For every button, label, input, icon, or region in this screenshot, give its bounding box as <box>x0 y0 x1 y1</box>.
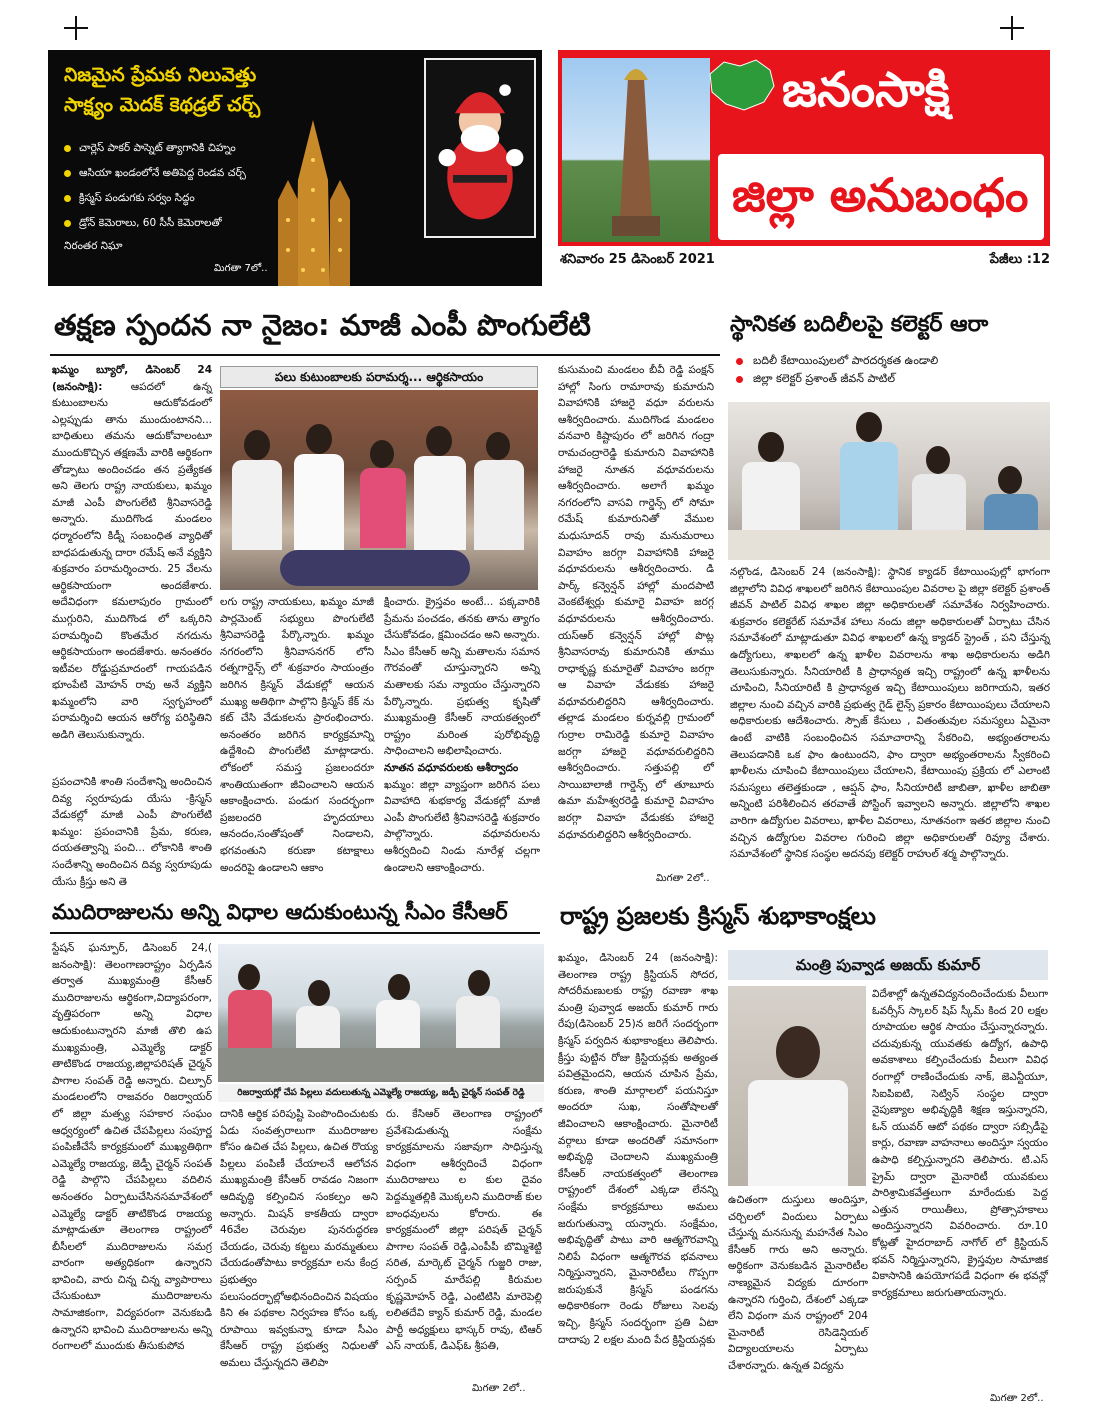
right-article-body: నల్గొండ, డిసెంబర్ 24 (జనంసాక్షి): స్థానిక క్యాడర్ కేటాయింపుల్లో భాగంగా జిల్లాలోని వివిధ శాఖలలో జరిగిన కేటాయింపుల వివరాల పై జిల్లా కలెక్టర్ ప్రశాంత్ జీవన్ పాటిల్ వివిధ శాఖల జిల్లా అధికారులతో సమావేశం నిర్వహించారు. శుక్రవారం కలెక్టరేట్ సమావేశ హాలు నందు జిల్లా అధికారులతో ఏర్పాటు చేసిన సమావేశంలో మాట్లాడుతూ వివిధ శాఖలలో ఉన్న క్యాడర్ స్ట్రెంత్ , పని చేస్తున్న ఉద్యోగులు, శాఖలలో ఉన్న ఖాళీల వివరాలను శాఖ అధికారులను అడిగి తెలుసుకున్నారు. సీనియారిటీ కి ప్రాధాన్యత ఇచ్చి రాష్ట్రంలో ఉన్న ఖాళీలను చూపించి, సీనియారిటీ కి ప్రాధాన్యత ఇచ్చి కేటాయింపులు జరిగాయని, ఇతర జిల్లాల నుంచి వచ్చిన వారికి ప్రభుత్వ గైడ్ లైన్స్ ప్రకారం కేటాయింపులు చేయాలని అధికారులకు ఆదేశించారు. స్పౌజ్ కేసులు , వితంతువుల సమస్యలు ఏమైనా ఉంటే వాటికి సంబంధించిన సమాచారాన్ని సేకరించి, అభ్యంతరాలను తెలుపడానికి ఒక ఫాం ఉంటుందని, ఫాం ద్వారా అభ్యంతరాలను స్వీకరించి ఖాళీలను చూపించి కేటాయింపులు చేయాలని, కేటాయింపు ప్రక్రియ లో ఎలాంటి సమస్యలు తలెత్తకుండా , ఆప్షన్ ఫాం, సీనియారిటీ జాబితా, ఖాళీల జాబితా అన్నింటి పరిశీలించిన తరవాతే పోస్టింగ్ ఇవ్వాలని అన్నారు. జిల్లాలోని శాఖల వారిగా ఉద్యోగుల వివరాలు, ఖాళీల వివరాలు, నూతనంగా ఇతర జిల్లాల నుంచి వచ్చిన ఉద్యోగుల వివరాల గురించి జిల్లా అధికారులతో రివ్యూ చేశారు. సమావేశంలో స్థానిక సంస్థల అదనపు కలెక్టర్ రాహుల్ శర్మ పాల్గొన్నారు. <box>730 566 1050 861</box>
registration-mark-left <box>64 16 88 40</box>
statue-photo <box>562 58 710 242</box>
main-article-col1: ఖమ్మం బ్యూరో, డిసెంబర్ 24 (జనంసాక్షి): ఆపదలో ఉన్న కుటుంబాలను ఆదుకోవడంలో ఎల్లప్పుడు తాను ముందుంటానని... బాధితులు తమను ఆదుకోవాలంటూ ముందుకొచ్చిన తక్షణమే వారికి ఆర్థికంగా తోడ్పాటు అందించడం తన ప్రత్యేకత అని తెలగు రాష్ట్ర నాయకులు, ఖమ్మం మాజీ ఎంపీ పొంగులేటి శ్రీనివాసరెడ్డి అన్నారు. ముదిగొండ మండలం ధర్మారంలోని కిడ్నీ సంబంధిత వ్యాధితో బాధపడుతున్న దారా రమేష్ అనే వ్యక్తిని శుక్రవారం పరామర్శించారు. 25 వేలను ఆర్థికసాయంగా అందజేశారు. అదేవిధంగా కమలాపురం గ్రామంలో ముగ్గురిని, ముదిగొండ లో ఒక్కరిని పరామర్శించి కొంతమేర నగదును ఆర్థికసాయంగా అందజేశారు. అనంతరం ఇటీవల రోడ్డుప్రమాదంలో గాయపడిన భూంపేటి మోహన్ రావు అనే వ్యక్తిని ఖమ్మంలోని వారి స్వగృహంలో పరామర్శించి ఆయన ఆరోగ్య పరిస్థితిని అడిగి తెలుసుకున్నారు. <box>52 364 212 742</box>
issue-date: శనివారం 25 డిసెంబర్ 2021 <box>560 252 715 267</box>
christmas-article-col2: విదేశాల్లో ఉన్నతవిద్యనందించేందుకు వీలుగా ఓవర్సీస్ స్కాలర్ షిప్ స్కీమ్ కింద 20 లక్షల రూపాయల ఆర్థిక సాయం చేస్తున్నారన్నారు. చదువుకున్న యువతకు ఉద్యోగ, ఉపాధి అవకాశాలు కల్పించేందుకు వీలుగా వివిధ రంగాల్లో రాణించేందుకు నాక్, జెఎన్టీయూ, సిఐపిఐటి, సెట్విన్ సంస్థల ద్వారా నైపుణ్యాల అభివృద్ధికి శిక్షణ ఇస్తున్నారని, ఓన్ యువర్ ఆటో పథకం ద్వారా సబ్సిడీపై కార్లు, రవాణా వాహనాలు అందిస్తూ స్వయం ఉపాధి కల్పిస్తున్నారని తెలిపారు. టి.ఎస్ ప్రైమ్ ద్వారా మైనారిటీ యువకులు పారిశ్రామికవేత్తలుగా మారేందుకు పెద్ద ఎత్తున రాయితీలు, ప్రోత్సాహకాలు అందిస్తున్నారని వివరించారు. రూ.10 కోట్లతో హైదరాబాద్ నాగోల్ లో క్రిస్టియన్ భవన్ నిర్మిస్తున్నారని, క్రైస్తవుల సామాజిక వికాసానికి ఉపయోగపడే విధంగా ఈ భవన్లో కార్యక్రమాలు జరుగుతాయన్నారు. <box>872 988 1048 1299</box>
headline-rule <box>50 932 540 934</box>
promo-box <box>48 50 542 286</box>
right-headline: స్థానికత బదిలీలపై కలెక్టర్ ఆరా <box>730 312 989 337</box>
bullet-icon <box>64 220 71 227</box>
promo-bullet-continuation: నిరంతర నిఘా <box>64 240 123 252</box>
kcr-headline: ముదిరాజులను అన్ని విధాల ఆదుకుంటున్న సీఎం కేసీఆర్ <box>52 900 508 924</box>
promo-continued-note: మిగతా 7లో.. <box>214 263 268 274</box>
promo-bullet: క్రిస్మస్ పండుగకు సర్వం సిద్ధం <box>64 192 246 207</box>
kcr-continued-note: మిగతా 2లో.. <box>472 1383 526 1394</box>
christmas-article-col1: ఖమ్మం, డిసెంబర్ 24 (జనంసాక్షి): తెలంగాణ రాష్ట్ర క్రిస్టియన్ సోదర, సోదరీమణులకు రాష్ట్ర రవాణా శాఖ మంత్రి పువ్వాడ అజయ్ కుమార్ గారు రేపు(డిసెంబర్ 25)న జరిగే సందర్భంగా క్రిస్మస్ పర్వదిన శుభాకాంక్షలు తెలిపారు. క్రీస్తు పుట్టిన రోజు క్రిస్టియన్లకు అత్యంత పవిత్రమైందని, ఆయన చూపిన ప్రేమ, కరుణ, శాంతి మార్గాలలో పయనిస్తూ అందరూ సుఖ, సంతోషాలతో జీవించాలని ఆకాంక్షించారు. మైనారిటీ వర్గాలు కూడా అందరితో సమానంగా అభివృద్ధి చెందాలని ముఖ్యమంత్రి కేసీఆర్ నాయకత్వంలో తెలంగాణ రాష్ట్రంలో దేశంలో ఎక్కడా లేనన్ని సంక్షేమ కార్యక్రమాలు అమలు జరుగుతున్నా యన్నారు. సంక్షేమం, అభివృద్ధితో పాటు వారి ఆత్మగౌరవాన్ని నిలిపే విధంగా ఆత్మగౌరవ భవనాలు నిర్మిస్తున్నారని, మైనారిటీలు గొప్పగా జరుపుకునే క్రిస్మస్ పండగను అధికారికంగా రెండు రోజులు సెలవు ఇచ్చి, క్రిస్మస్ సందర్భంగా ప్రతి ఏటా దాదాపు 2 లక్షల మంది పేద క్రిస్టియన్లకు <box>558 952 718 1346</box>
dateline-bar <box>560 252 1050 270</box>
santa-photo <box>424 58 536 238</box>
page-count: పేజీలు :12 <box>989 252 1050 267</box>
cathedral-illustration <box>258 120 368 286</box>
promo-headline-2: సాక్ష్యం మెదక్ కెథడ్రల్ చర్చ్ <box>64 94 261 116</box>
promo-bullet: డ్రోన్ కెమెరాలు, 60 సీసీ కెమెరాలతో <box>64 217 246 232</box>
main-article-col1b: ప్రపంచానికి శాంతి సందేశాన్ని అందించిన దివ్య స్వరూపుడు యేసు -క్రిస్మస్ వేడుకల్లో మాజీ ఎంపీ పొంగులేటి ఖమ్మం: ప్రపంచానికి ప్రేమ, కరుణ, దయతత్వాన్ని పంచి... లోకానికి శాంతి సందేశాన్ని అందించిన దివ్య స్వరూపుడు యేసు క్రీస్తు అని తె <box>52 776 212 888</box>
statue-illustration <box>562 58 710 242</box>
right-bullet: జిల్లా కలెక్టర్ ప్రశాంత్ జీవన్ పాటిల్ <box>736 370 938 388</box>
main-dateline: ఖమ్మం బ్యూరో, డిసెంబర్ 24 (జనంసాక్షి): <box>52 364 212 393</box>
bullet-icon <box>64 145 71 152</box>
bullet-icon <box>64 170 71 177</box>
fish-release-photo <box>218 944 544 1082</box>
kcr-article-col1: స్టేషన్ ఘన్పూర్, డిసెంబర్ 24,( జనంసాక్షి): తెలంగాణరాష్ట్రం ఏర్పడిన తర్వాత ముఖ్యమంత్రి కేసీఆర్ ముదిరాజులను ఆర్థికంగా,విద్యాపరంగా, వృత్తిపరంగా అన్ని విధాల ఆదుకుంటున్నారని మాజీ తొలి ఉప ముఖ్యమంత్రి, ఎమ్మెల్యే డాక్టర్ తాటికొండ రాజయ్య,జిల్లాపరిషత్ చైర్మన్ పాగాల సంపత్ రెడ్డి అన్నారు. చిల్పూర్ మండలంలోని రాజవరం రిజర్వాయర్ లో జిల్లా మత్స్య సహకార సంఘం ఆధ్వర్యంలో ఉచిత చేపపిల్లలు సంపూర్ణ పంపిణీచేసే కార్యక్రమంలో ముఖ్యతిథిగా ఎమ్మెల్యే రాజయ్య, జెడ్పీ చైర్మన్ సంపత్ రెడ్డి పాల్గొని చేపపిల్లలు వదిలిన అనంతరం ఏర్పాటుచేసినసమావేశంలో ఎమ్మెల్యే డాక్టర్ తాటికొండ రాజయ్య మాట్లాడుతూ తెలంగాణ రాష్ట్రంలో బీసీలలో ముదిరాజులను సమగ్ర వారంగా అత్యధికంగా ఉన్నారని భావించి, వారు చిన్న చిన్న వ్యాపారాలు చేసుకుంటూ ముదిరాజులను సామాజికంగా, విద్యపరంగా వెనుకబడి ఉన్నారని భావించి ముదిరాజులను అన్ని రంగాలలో ముందుకు తీసుకుపోవ <box>52 942 212 1353</box>
main-article-photo <box>220 390 538 590</box>
christmas-headline: రాష్ట్ర ప్రజలకు క్రిస్మస్ శుభాకాంక్షలు <box>560 902 876 930</box>
main-headline: తక్షణ స్పందన నా నైజం: మాజీ ఎంపీ పొంగులేటి <box>54 308 591 342</box>
christmas-continued-note: మిగతా 2లో.. <box>990 1393 1044 1404</box>
bullet-icon <box>736 358 743 365</box>
main-article-col3: కుసుమంచి మండలం బీవీ రెడ్డి పంక్షన్ హాల్లో సింగు రామారావు కుమారుని వివాహానికి హాజరై వధూ వరులను ఆశీర్వదించారు. ముదిగొండ మండలం వనవారి కిష్టాపురం లో జరిగిన గంద్రా రామచంద్రారెడ్డి కుమారుని వివాహానికి హాజరై నూతన వధూవరులను ఆశీర్వదించారు. అలాగే ఖమ్మం నగరంలోని వాసవి గార్డెన్స్ లో సోమా రమేష్ కుమారునితో వేముల మధుసూదన్ రావు మనుమరాలు వివాహం జరగ్గా వివాహానికి హాజరై వధూవరులను ఆశీర్వదించారు. డి పార్క్ కన్వెన్షన్ హాల్లో మందపాటి వెంకటేశ్వర్లు కుమారై వివాహ జరగ్గ వధూవరులను ఆశీర్వదించారు. యస్ఆర్ కన్వెన్షన్ హాల్లో పొట్ల శ్రీనివాసరావు కుమారునికి తూము రాధాకృష్ణ కుమారైతో వివాహం జరగ్గా ఆ వివాహ వేడుకకు హాజరై వధూవరులిద్దరిని ఆశీర్వదించారు. తల్లాడ మండలం కుర్నవల్లి గ్రామంలో గుర్రాల రామిరెడ్డి కుమారై వివాహం జరగ్గా హాజరై వధూవరులిద్దరిని ఆశీర్వదించారు. సత్తుపల్లి లో సాయిబాలాజీ గార్డెన్స్ లో తూబూరు ఉమా మహేశ్వరరెడ్డి కుమారై వివాహం జరగ్గా వివాహ వేడుకకు హాజరై వధూవరులిద్దరిని ఆశీర్వదించారు. <box>558 364 714 841</box>
minister-name-banner: మంత్రి పువ్వాడ అజయ్ కుమార్ <box>728 950 1048 980</box>
bullet-icon <box>64 195 71 202</box>
right-bullet: బదిలీ కేటాయింపులలో పారదర్శకత ఉండాలి <box>736 352 938 370</box>
fish-photo-caption: రిజర్వాయర్లో చేప పిల్లలు వదులుతున్న ఎమ్మెల్యే రాజయ్య, జడ్పీ చైర్మన్ సంపత్ రెడ్డి <box>218 1084 544 1102</box>
telangana-map-icon <box>704 54 778 114</box>
collector-meeting-photo <box>728 402 1050 560</box>
headline-rule <box>50 354 720 356</box>
main-photo-caption: పలు కుటుంబాలకు పరామర్శ... ఆర్థికసాయం <box>220 366 538 388</box>
registration-mark-right <box>1000 16 1024 40</box>
main-subhead: నూతన వధూవరులకు ఆశీర్వాదం <box>384 761 519 774</box>
masthead-subtitle: జిల్లా అనుబంధం <box>732 168 1029 222</box>
main-article-col2: లగు రాష్ట్ర నాయకులు, ఖమ్మం మాజీ పార్లమెంట్ సభ్యులు పొంగులేటి శ్రీనివాసరెడ్డి పేర్కొన్నారు. ఖమ్మం నగరంలోని శ్రీనివాసనగర్ లోని రత్నగార్డెన్స్ లో శుక్రవారం సాయంత్రం జరిగిన క్రిస్మస్ వేడుకల్లో ఆయన ముఖ్య అతిథిగా పాల్గొని క్రిస్మస్ కేక్ ను కట్ చేసి వేడుకలను ప్రారంభించారు. అనంతరం జరిగిన కార్యక్రమాన్ని ఉద్దేశించి పొంగులేటి మాట్లాడారు. లోకంలో సమస్త ప్రజలందరూ శాంతియుతంగా జీవించాలని ఆయన ఆకాంక్షించారు. పండుగ సందర్భంగా ప్రజలందరి హృదయాలు ఆనందం,సంతోషంతో నిండాలని, భగవంతుని కరుణా కటాక్షాలు అందరిపై ఉండాలని ఆకాం <box>220 596 374 874</box>
masthead-title: జనంసాక్షి <box>782 62 950 118</box>
promo-bullet: ఆసియా ఖండంలోనే అతిపెద్ద రెండవ చర్చ్ <box>64 167 246 182</box>
promo-headline-1: నిజమైన ప్రేమకు నిలువెత్తు <box>64 64 257 86</box>
bullet-icon <box>736 376 743 383</box>
kcr-article-col2: దానికి ఆర్థిక పరిపుష్టి పెంపొందించుటకు ఏడు సంవత్సరాలుగా ముదిరాజుల కోసం ఉచిత చేప పిల్లలు, ఉచిత రొయ్య పిల్లలు పంపిణీ చేయాలనే ఆలోచన ముఖ్యమంత్రి కేసీఆర్ రావడం నిజంగా ఆదివృద్ధి కల్పించిన సంకల్పం అని అన్నారు. మిషన్ కాకతీయ ద్వారా 46వేల చెరువుల పునరుద్ధరణ చేయడం, చెరువు కట్టలు మరమ్మతులు చేయడంతోపాటు కార్యక్రమా లను కేంద్ర ప్రభుత్వం పలుసందర్భాల్లోఅభినందించిన విషయం కిని ఈ పథకాల నిర్వహణ కోసం ఒక్క రూపాయి ఇవ్వకున్నా కూడా సీఎం కేసీఆర్ రాష్ట్ర ప్రభుత్వ నిధులతో అమలు చేస్తున్నదని తెలిపా <box>220 1108 378 1369</box>
christmas-article-col2a: ఉచితంగా దుస్తులు అందిస్తూ, చర్చిలలో విందులు ఏర్పాటు చేస్తున్న మనసున్న మహనేత సిఎం కేసీఆర్ గారు అని అన్నారు. అర్థికంగా వెనుకబడిన మైనారిటీల నాణ్యమైన విద్యకు దూరంగా ఉన్నారని గుర్తించి, దేశంలో ఎక్కడా లేని విధంగా మన రాష్ట్రంలో 204 మైనారిటీ రెసిడెన్షియల్ విద్యాలయాలను ఏర్పాటు చేశారన్నారు. ఉన్నత విద్యను <box>728 1194 868 1372</box>
main-continued-note: మిగతా 2లో.. <box>656 873 710 884</box>
minister-portrait <box>728 986 866 1186</box>
promo-bullet: చార్లెస్ పాకర్ పాస్నెట్ త్యాగానికి చిహ్నం <box>64 142 246 157</box>
right-bullets <box>736 352 938 388</box>
kcr-article-col3: రు. కేసిఆర్ తెలంగాణ రాష్ట్రంలో ప్రవేశపెడుతున్న సంక్షేమ కార్యక్రమాలను సజావుగా సాధిస్తున్న విధంగా ఆశీర్వదించే విధంగా ముదిరాజులు ల కుల దైవం పెద్దమ్మతల్లికి మొక్కలని ముదిరాజ్ కుల బాంధవులను కోరారు. ఈ కార్యక్రమంలో జిల్లా పరిషత్ చైర్మన్ పాగాల సంపత్ రెడ్డి,ఎంపీపీ బొమ్మిశెట్టి సరిత, మార్కెట్ చైర్మన్ గుజ్జరి రాజు, సర్పంచ్ మారేపల్లి కిరుమల కృష్ణమోహన్ రెడ్డి, ఎంటిటిసి మారెపెల్లి లలితదేవి క్యాన్ కుమార్ రెడ్డి, మండల పార్టీ అధ్యక్షులు భాస్కర్ రావు, టిఆర్ ఎస్ నాయక్, డిఎఫ్ఓ శ్రీపతి, <box>386 1108 542 1353</box>
promo-bullets <box>64 142 246 242</box>
main-article-col2b: క్షించారు. క్రైస్తవం అంటే... పక్కవారికి ప్రేమను పంచడం, తనకు తాను త్యాగం చేసుకోవడం, క్షమించడం అని అన్నారు. సీఎం కేసీఆర్ అన్ని మతాలను సమాన గౌరవంతో చూస్తున్నారని అన్ని మతాలకు సమ న్యాయం చేస్తున్నారని పేర్కొన్నారు. ప్రభుత్వ కృషితో ముఖ్యమంత్రి కేసీఆర్ నాయకత్వంలో రాష్ట్రం మరింత పురోభివృద్ధి సాధించాలని అభిలాషించారు. నూతన వధూవరులకు ఆశీర్వాదం ఖమ్మం: జిల్లా వ్యాప్తంగా జరిగిన పలు వివాహాది శుభకార్య వేడుకల్లో మాజీ ఎంపీ పొంగులేటి శ్రీనివాసరెడ్డి శుక్రవారం పాల్గొన్నారు. వధూవరులను ఆశీర్వదించి నిండు నూరేళ్ల చల్లగా ఉండాలని ఆకాంక్షించారు. <box>384 596 540 874</box>
masthead <box>558 50 1050 246</box>
